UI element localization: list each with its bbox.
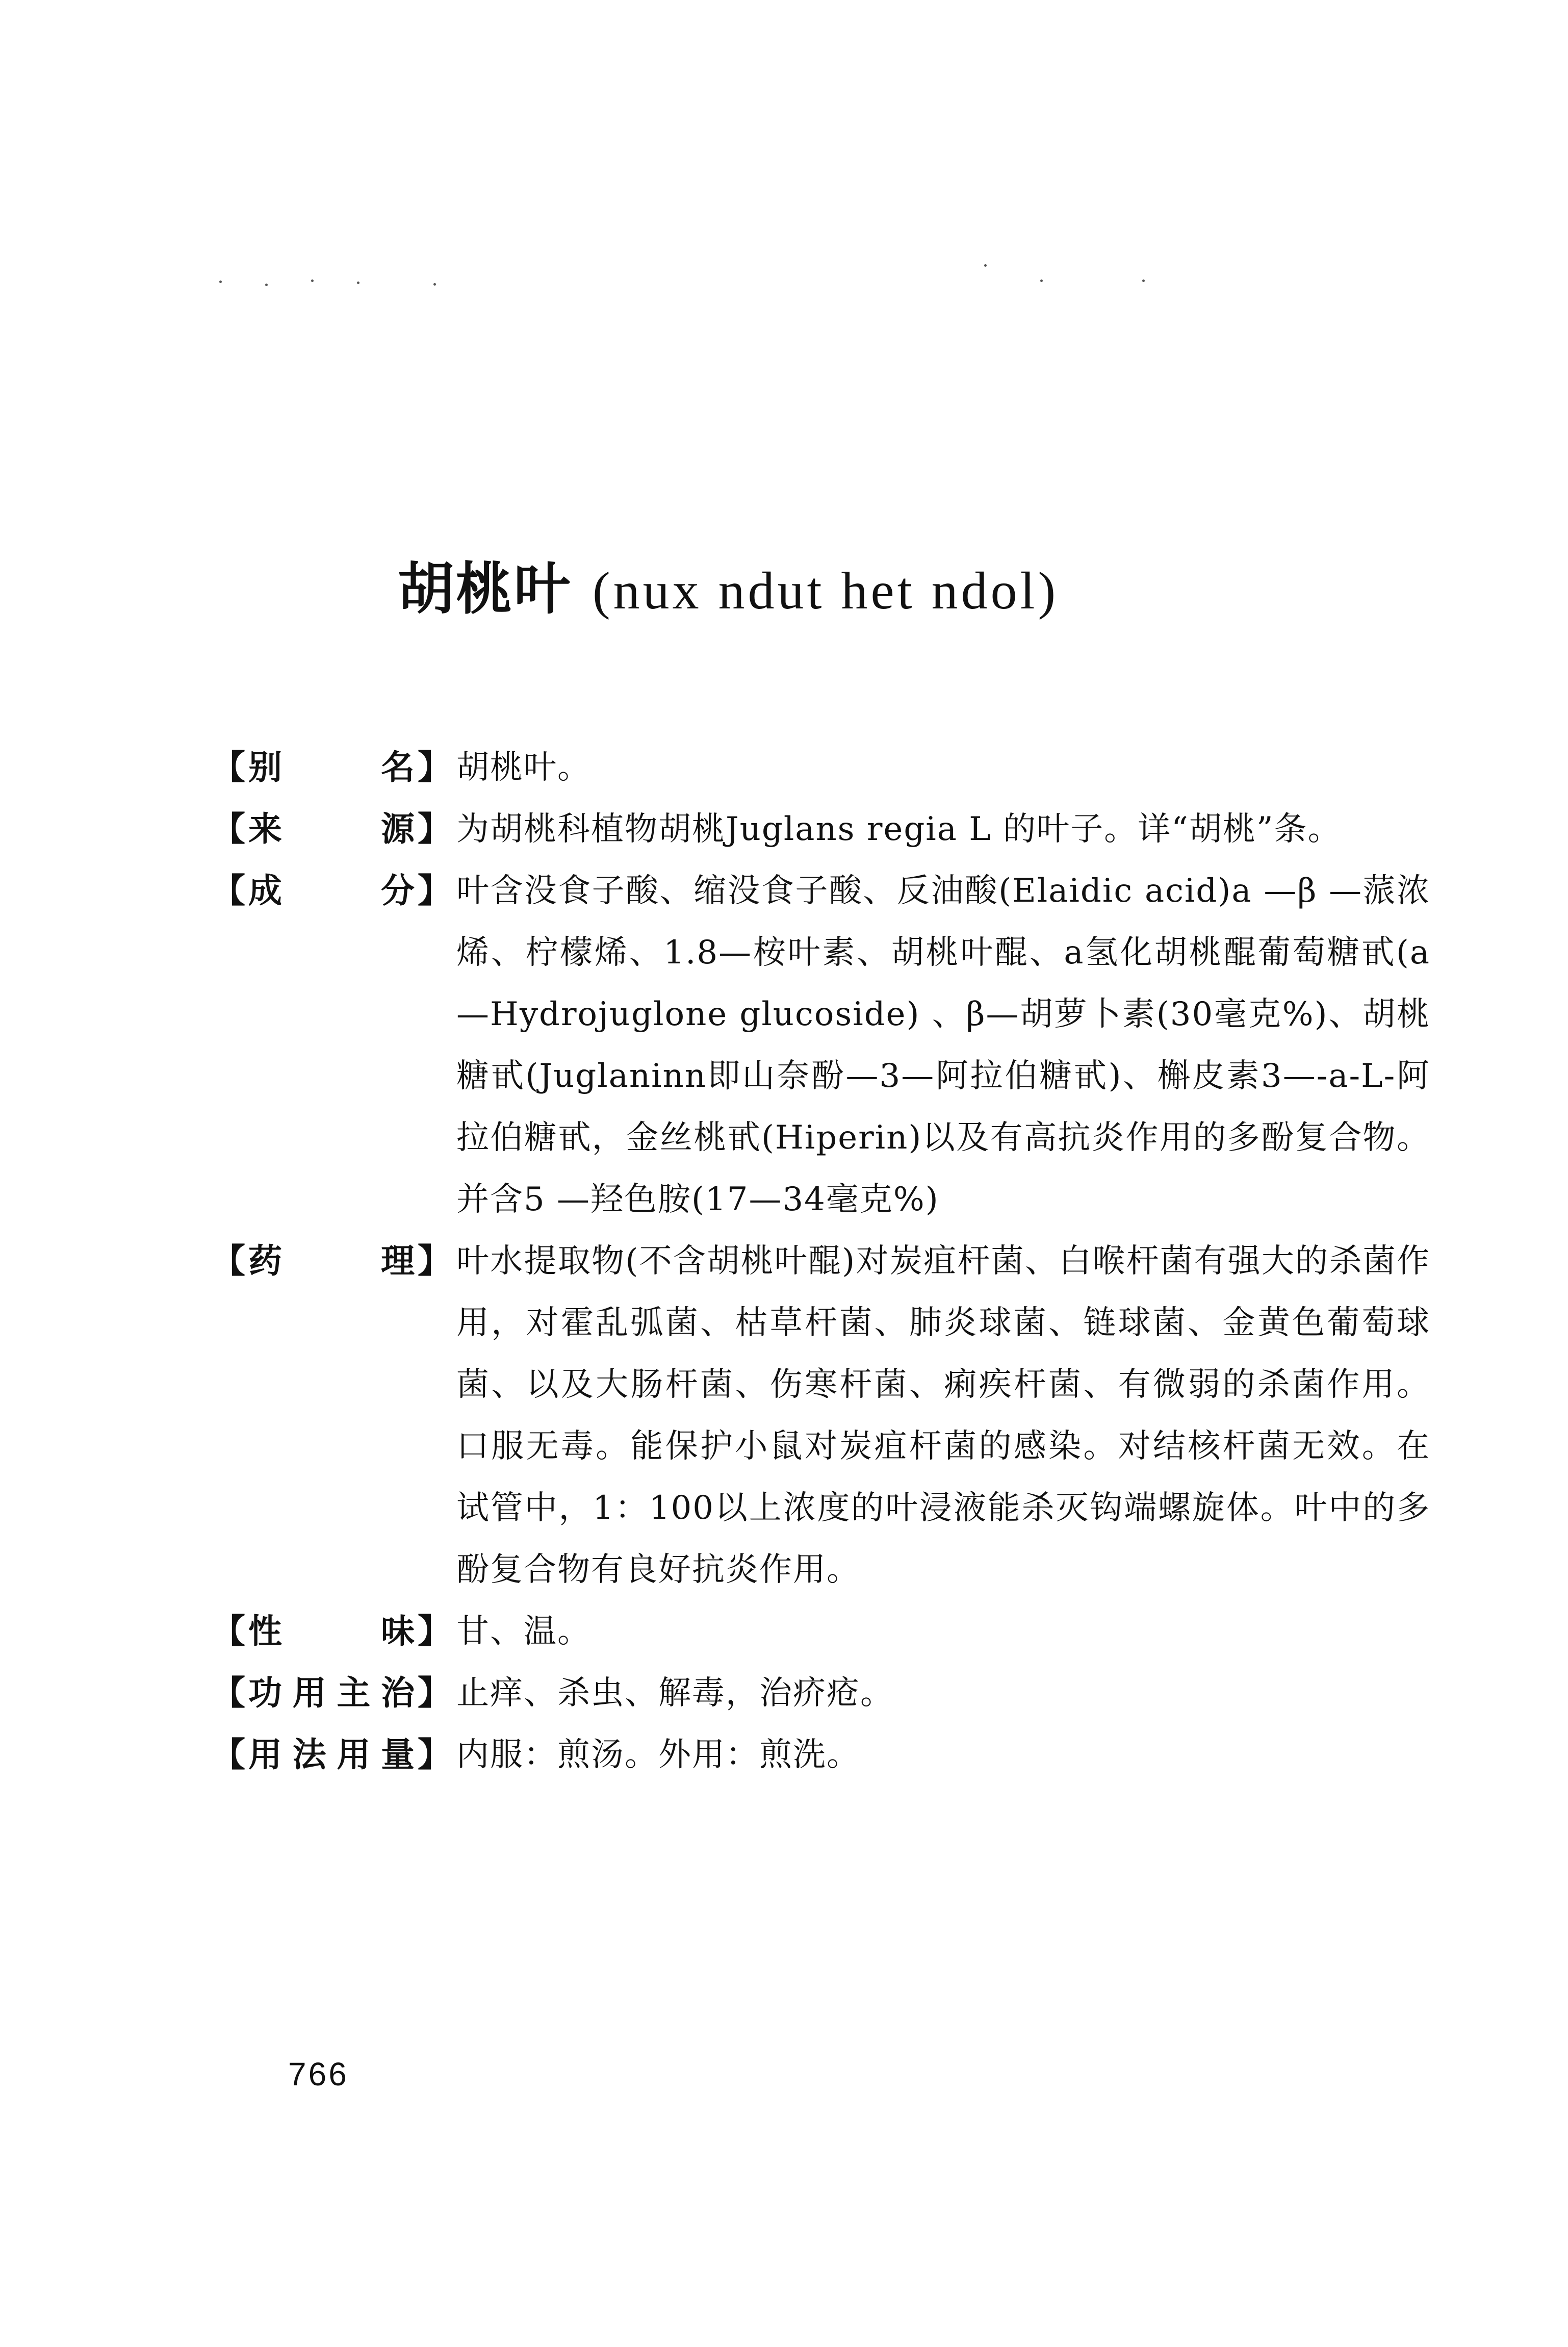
- entry-label: 【 用 法 用 量 】: [212, 1735, 451, 1774]
- title-chinese: 胡桃叶: [398, 556, 572, 622]
- entry-text: 为胡桃科植物胡桃Juglans regia L 的叶子。详“胡桃”条。: [456, 810, 1342, 848]
- entry-label: 【 成 分 】: [212, 871, 451, 910]
- entry-text: 胡桃叶。: [456, 749, 591, 786]
- entry-text: 叶水提取物(不含胡桃叶醌)对炭疽杆菌、白喉杆菌有强大的杀菌作用，对霍乱弧菌、枯草杆菌、肺炎球菌、链球菌、金黄色葡萄球菌、以及大肠杆菌、伤寒杆菌、痢疾杆菌、有微弱的杀菌作用。口服无毒。能保护小鼠对炭疽杆菌的感染。对结核杆菌无效。在试管中，1：100以上浓度的叶浸液能杀灭钩端螺旋体。叶中的多酚复合物有良好抗炎作用。: [456, 1242, 1430, 1589]
- title-pinyin: (nux ndut het ndol): [593, 562, 1059, 620]
- page-title: [398, 546, 1059, 632]
- entry-label: 【 功 用 主 治 】: [212, 1673, 451, 1713]
- scan-speck: [433, 283, 436, 286]
- entry-nature-taste: [212, 1601, 1430, 1663]
- scan-speck: [1142, 279, 1145, 282]
- entry-text: 内服：煎汤。外用：煎洗。: [456, 1736, 860, 1774]
- scan-speck: [219, 280, 222, 283]
- scan-speck: [265, 284, 268, 286]
- entry-alias: [212, 737, 1430, 799]
- entry-pharmacology: [212, 1231, 1430, 1601]
- scan-speck: [357, 282, 359, 284]
- page-number: 766: [288, 2056, 349, 2093]
- entry-text: 止痒、杀虫、解毒，治疥疮。: [456, 1674, 894, 1712]
- entry-text: 甘、温。: [456, 1613, 591, 1650]
- scan-speck: [1040, 279, 1043, 282]
- entry-list: [212, 737, 1430, 1786]
- entry-dosage: [212, 1724, 1430, 1786]
- entry-label: 【 药 理 】: [212, 1241, 451, 1281]
- entry-label: 【 别 名 】: [212, 748, 451, 787]
- entry-label: 【 来 源 】: [212, 809, 451, 849]
- entry-indications: [212, 1663, 1430, 1724]
- scan-speck: [984, 264, 987, 267]
- entry-text: 叶含没食子酸、缩没食子酸、反油酸(Elaidic acid)a —β —蒎浓烯、柠檬烯、1.8—桉叶素、胡桃叶醌、a氢化胡桃醌葡萄糖甙(a—Hydrojuglone glucoside) 、β—胡萝卜素(30毫克%)、胡桃糖甙(Juglaninn即山奈酚—3—阿拉伯糖甙)、槲皮素3—-a-L-阿拉伯糖甙，金丝桃甙(Hiperin)以及有高抗炎作用的多酚复合物。并含5 —羟色胺(17—34毫克%): [456, 872, 1430, 1218]
- entry-label: 【 性 味 】: [212, 1612, 451, 1651]
- scan-speck: [311, 279, 314, 282]
- entry-composition: [212, 860, 1430, 1231]
- entry-source: [212, 799, 1430, 860]
